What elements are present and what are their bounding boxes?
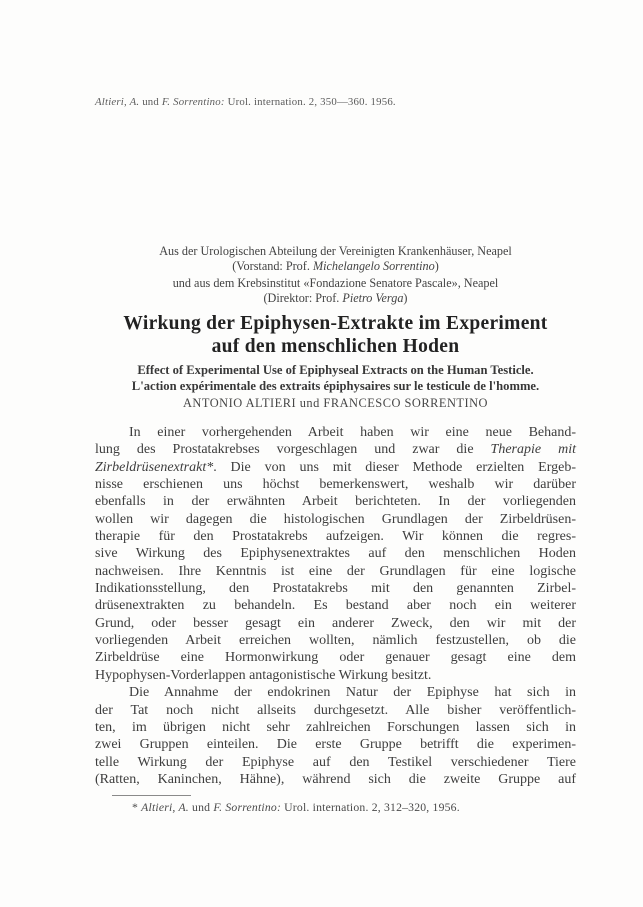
text-run: wollen wir dagegen die histologischen Grundlagen der Zirbeldrüsen- [95, 511, 576, 527]
body-line [95, 649, 576, 666]
text-run: In einer vorhergehenden Arbeit haben wir eine neue Behand- [129, 425, 576, 440]
body-line [95, 563, 576, 580]
subtitle-french: L'action expérimentale des extraits épiphysaires sur le testicule de l'homme. [131, 379, 540, 393]
body-line [95, 736, 576, 753]
text-run: Therapie mit [490, 442, 576, 458]
text-run: vorliegenden Arbeit erreichen wollten, nämlich festzustellen, ob die [95, 633, 576, 649]
body-line [95, 771, 576, 788]
running-head-conjunction: und [139, 96, 162, 108]
text-run: ten, im übrigen nicht sehr zahlreichen Forschungen lassen sich in [95, 719, 576, 735]
title-line-2: auf den menschlichen Hoden [211, 336, 460, 357]
text-run: der Tat noch nicht allseits durchgesetzt. Alle bisher veröffentlich- [95, 702, 576, 718]
text-run: sive Wirkung des Epiphysenextraktes auf den menschlichen Hoden [95, 546, 576, 562]
body-line [95, 580, 576, 597]
footnote-rule [112, 795, 191, 796]
text-run: nisse erschienen uns höchst bemerkenswert, weshalb wir darüber [95, 477, 576, 493]
text-run: Zirbeldrüsenextrakt* [95, 459, 214, 475]
body-line [95, 528, 576, 545]
body-line [95, 545, 576, 562]
direktor-name: Pietro Verga [342, 291, 404, 306]
footnote [132, 801, 460, 814]
article-body [95, 424, 576, 788]
body-line [95, 441, 576, 458]
footnote-author-2: F. Sorrentino: [213, 801, 282, 814]
affiliation-institute: und aus dem Krebsinstitut «Fondazione Senatore Pascale», Neapel [172, 275, 499, 290]
body-line [95, 684, 576, 701]
body-line [95, 597, 576, 614]
running-head-author-1: Altieri, A. [95, 96, 140, 108]
body-line [95, 702, 576, 719]
paragraph [95, 424, 576, 684]
text-run: Grund, oder besser gesagt ein anderer Zweck, den wir mit der [95, 615, 576, 631]
footnote-conjunction: und [188, 801, 214, 814]
text-run: ebenfalls in der erwähnten Arbeit berichteten. In der vorliegenden [95, 494, 576, 510]
body-line [95, 493, 576, 510]
direktor-prefix: (Direktor: Prof. [263, 291, 343, 306]
running-head-citation: Urol. internation. 2, 350—360. 1956. [224, 96, 396, 108]
body-line [95, 476, 576, 493]
body-line [95, 511, 576, 528]
text-run: drüsenextrakten zu behandeln. Es bestand aber noch ein weiterer [95, 598, 576, 614]
affiliation-block [95, 244, 576, 307]
authors-line: ANTONIO ALTIERI und FRANCESCO SORRENTINO [182, 396, 488, 410]
text-run: Hypophysen-Vorderlappen antagonistische Wirkung besitzt. [95, 667, 432, 683]
affiliation-direktor [95, 291, 576, 306]
body-line [95, 424, 576, 441]
affiliation-vorstand [95, 259, 576, 274]
subtitle-english: Effect of Experimental Use of Epiphyseal Extracts on the Human Testicle. [137, 363, 534, 377]
text-run: telle Wirkung der Epiphyse auf den Testikel verschiedener Tiere [95, 754, 576, 770]
text-run: . Die von uns mit dieser Methode erzielten Ergeb- [213, 459, 576, 475]
body-line [95, 667, 576, 684]
body-line [95, 615, 576, 632]
vorstand-prefix: (Vorstand: Prof. [232, 259, 313, 274]
text-run: lung des Prostatakrebses vorgeschlagen und zwar die [95, 442, 491, 458]
vorstand-suffix: ) [434, 259, 439, 274]
footnote-author-1: Altieri, A. [141, 801, 189, 814]
paragraph [95, 684, 576, 788]
text-run: Zirbeldrüse eine Hormonwirkung oder genauer gesagt eine dem [95, 650, 576, 666]
direktor-suffix: ) [403, 291, 408, 306]
vorstand-name: Michelangelo Sorrentino [312, 259, 435, 274]
running-head-author-2: F. Sorrentino: [161, 96, 225, 108]
body-line [95, 719, 576, 736]
article-title [95, 312, 576, 358]
text-run: (Ratten, Kaninchen, Hähne), während sich die zweite Gruppe auf [95, 771, 576, 787]
text-run: Indikationsstellung, den Prostatakrebs mit den genannten Zirbel- [95, 581, 576, 597]
footnote-marker: * [132, 801, 142, 814]
footnote-citation: Urol. internation. 2, 312–320, 1956. [281, 801, 460, 814]
text-run: nachweisen. Ihre Kenntnis ist eine der Grundlagen für eine logische [95, 563, 576, 579]
title-line-1: Wirkung der Epiphysen-Extrakte im Experiment [123, 313, 548, 334]
subtitle-block [95, 362, 576, 394]
body-line [95, 459, 576, 476]
affiliation-department: Aus der Urologischen Abteilung der Vereinigten Krankenhäuser, Neapel [159, 244, 512, 258]
running-head [95, 96, 396, 108]
text-run: therapie für den Prostatakrebs aufzeigen. Wir können die regres- [95, 529, 576, 545]
body-line [95, 754, 576, 771]
text-run: Die Annahme der endokrinen Natur der Epiphyse hat sich in [129, 685, 576, 701]
body-line [95, 632, 576, 649]
text-run: zwei Gruppen einteilen. Die erste Gruppe betrifft die experimen- [95, 737, 576, 753]
